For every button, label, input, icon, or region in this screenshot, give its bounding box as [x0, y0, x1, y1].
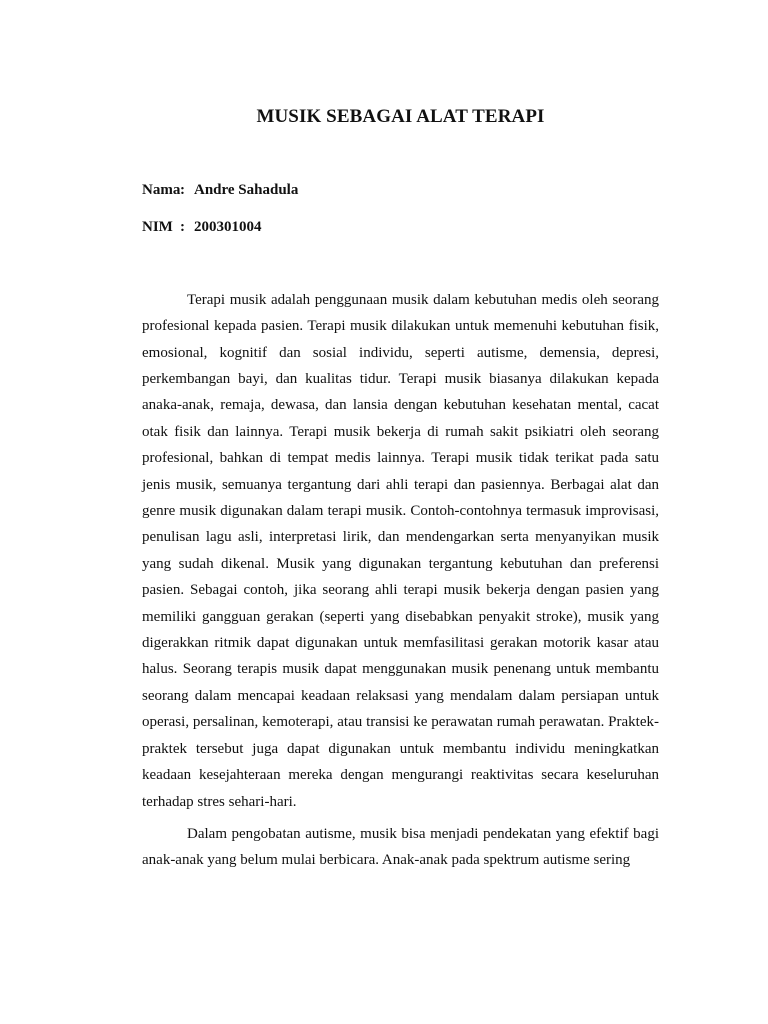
document-body — [142, 287, 659, 874]
document-title: MUSIK SEBAGAI ALAT TERAPI — [256, 106, 545, 127]
meta-name-row — [142, 181, 659, 199]
nim-label: NIM — [142, 218, 173, 235]
name-label: Nama — [142, 181, 181, 198]
meta-nim-row — [142, 218, 659, 236]
author-meta — [142, 181, 659, 236]
paragraph: Terapi musik adalah penggunaan musik dalam kebutuhan medis oleh seorang profesional kepada pasien. Terapi musik dilakukan untuk memenuhi kebutuhan fisik, emosional, kognitif dan sosial individu, seperti autisme, demensia, depresi, perkembangan bayi, dan kualitas tidur. Terapi musik biasanya dilakukan kepada anaka-anak, remaja, dewasa, dan lansia dengan kebutuhan kesehatan mental, cacat otak fisik dan lainnya. Terapi musik bekerja di rumah sakit psikiatri oleh seorang profesional, bahkan di tempat medis lainnya. Terapi musik tidak terikat pada satu jenis musik, semuanya tergantung dari ahli terapi dan pasiennya. Berbagai alat dan genre musik digunakan dalam terapi musik. Contoh-contohnya termasuk improvisasi, penulisan lagu asli, interpretasi lirik, dan mendengarkan serta menyanyikan musik yang sudah dikenal. Musik yang digunakan tergantung kebutuhan dan preferensi pasien. Sebagai contoh, jika seorang ahli terapi musik bekerja dengan pasien yang memiliki gangguan gerakan (seperti yang disebabkan penyakit stroke), musik yang digerakkan ritmik dapat digunakan untuk memfasilitasi gerakan motorik kasar atau halus. Seorang terapis musik dapat menggunakan musik penenang untuk membantu seorang dalam mencapai keadaan relaksasi yang mendalam dalam persiapan untuk operasi, persalinan, kemoterapi, atau transisi ke perawatan rumah perawatan. Praktek-praktek tersebut juga dapat digunakan untuk membantu individu meningkatkan keadaan kesejahteraan mereka dengan mengurangi reaktivitas secara keseluruhan terhadap stres sehari-hari. — [142, 291, 659, 810]
document-content — [142, 106, 659, 880]
nim-separator: : — [180, 218, 185, 235]
paragraph: Dalam pengobatan autisme, musik bisa menjadi pendekatan yang efektif bagi anak-anak yang belum mulai berbicara. Anak-anak pada spektrum autisme sering — [142, 825, 659, 869]
name-value: Andre Sahadula — [194, 181, 299, 198]
nim-value: 200301004 — [194, 218, 262, 235]
name-separator: : — [180, 181, 185, 198]
